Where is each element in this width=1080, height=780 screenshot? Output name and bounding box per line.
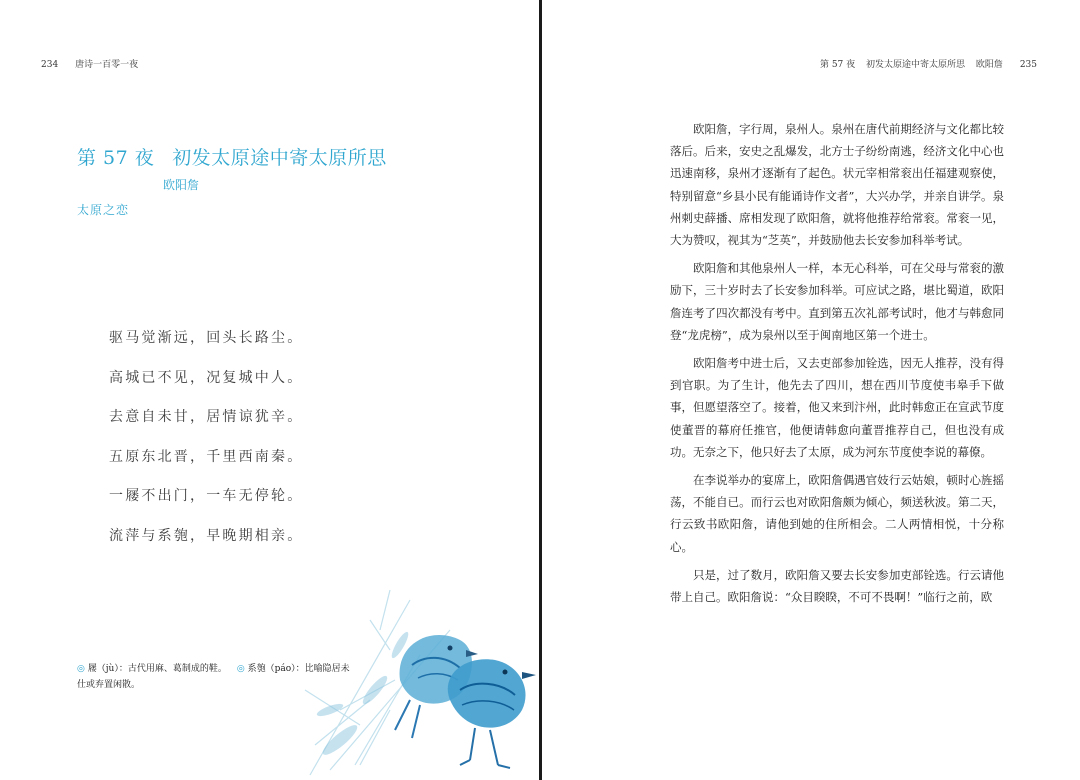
poem-line: 驱马觉渐远，回头长路尘。 — [109, 330, 304, 346]
chapter-subtitle: 太原之恋 — [77, 203, 130, 217]
header-author: 欧阳詹 — [975, 60, 1003, 70]
note-marker: ◎ — [236, 664, 245, 674]
paragraph: 欧阳詹，字行周，泉州人。泉州在唐代前期经济与文化都比较落后。后来，安史之乱爆发，北方士子纷纷南逃，经济文化中心也迅速南移，泉州才逐渐有了起色。状元宰相常衮出任福建观察使，特别留意“乡县小民有能诵诗作文者”，大兴办学，并亲自讲学。泉州刺史薛播、席相发现了欧阳詹，就将他推荐给常衮。常衮一见，大为赞叹，视其为“芝英”，并鼓励他去长安参加科举考试。 — [670, 122, 1004, 248]
bird-right — [448, 659, 536, 768]
chapter-night: 第 57 夜 — [77, 147, 155, 169]
right-running-header — [820, 57, 1037, 70]
chapter-heading — [77, 143, 387, 170]
paragraph: 只是，过了数月，欧阳詹又要去长安参加吏部铨选。行云请他带上自己。欧阳詹说：“众目睽睽，不可不畏啊！”临行之前，欧 — [670, 567, 1004, 605]
poem-line: 五原东北晋，千里西南秦。 — [109, 448, 304, 465]
poem-line: 高城已不见，况复城中人。 — [109, 369, 304, 386]
paragraph: 欧阳詹考中进士后，又去吏部参加铨选，因无人推荐，没有得到官职。为了生计，他先去了四川，想在西川节度使韦皋手下做事，但愿望落空了。接着，他又来到汴州，此时韩愈正在宣武节度使董晋的幕府任推官，他便请韩愈向董晋推荐自己，但也没有成功。无奈之下，他只好去了太原，成为河东节度使李说的幕僚。 — [670, 356, 1004, 459]
poem-line: 去意自未甘，居情谅犹辛。 — [109, 409, 304, 425]
birds-illustration — [300, 560, 540, 780]
footnote-1: 屦（jù）：古代用麻、葛制成的鞋。 — [87, 664, 227, 674]
paragraph: 欧阳詹和其他泉州人一样，本无心科举，可在父母与常衮的激励下，三十岁时去了长安参加科举。可应试之路，堪比蜀道，欧阳詹连考了四次都没有考中。直到第五次礼部考试时，他才与韩愈同登“龙虎榜”，成为泉州以至于闽南地区第一个进士。 — [670, 261, 1004, 342]
poem-line: 流萍与系匏，早晚期相亲。 — [109, 527, 304, 544]
book-title: 唐诗一百零一夜 — [75, 60, 139, 70]
poem-title: 初发太原途中寄太原所思 — [172, 147, 387, 169]
poem-author: 欧阳詹 — [163, 178, 200, 192]
poem-text — [109, 327, 303, 564]
right-page-number: 235 — [1019, 60, 1037, 70]
header-night: 第 57 夜 — [819, 60, 856, 70]
note-marker: ◎ — [77, 664, 85, 674]
poem-line: 一屦不出门，一车无停轮。 — [109, 488, 304, 504]
commentary-text — [670, 118, 1004, 614]
footnote-2: 系匏（páo）：比喻隐居未仕或弃置闲散。 — [77, 664, 350, 690]
paragraph: 在李说举办的宴席上，欧阳詹偶遇官妓行云姑娘，顿时心旌摇荡，不能自已。而行云也对欧阳詹颇为倾心，频送秋波。第二天，行云致书欧阳詹，请他到她的住所相会。二人两情相悦，十分称心。 — [670, 473, 1004, 554]
header-poem-title: 初发太原途中寄太原所思 — [866, 60, 966, 70]
left-page — [0, 0, 539, 780]
left-page-number: 234 — [41, 60, 59, 70]
left-running-header — [41, 57, 138, 70]
